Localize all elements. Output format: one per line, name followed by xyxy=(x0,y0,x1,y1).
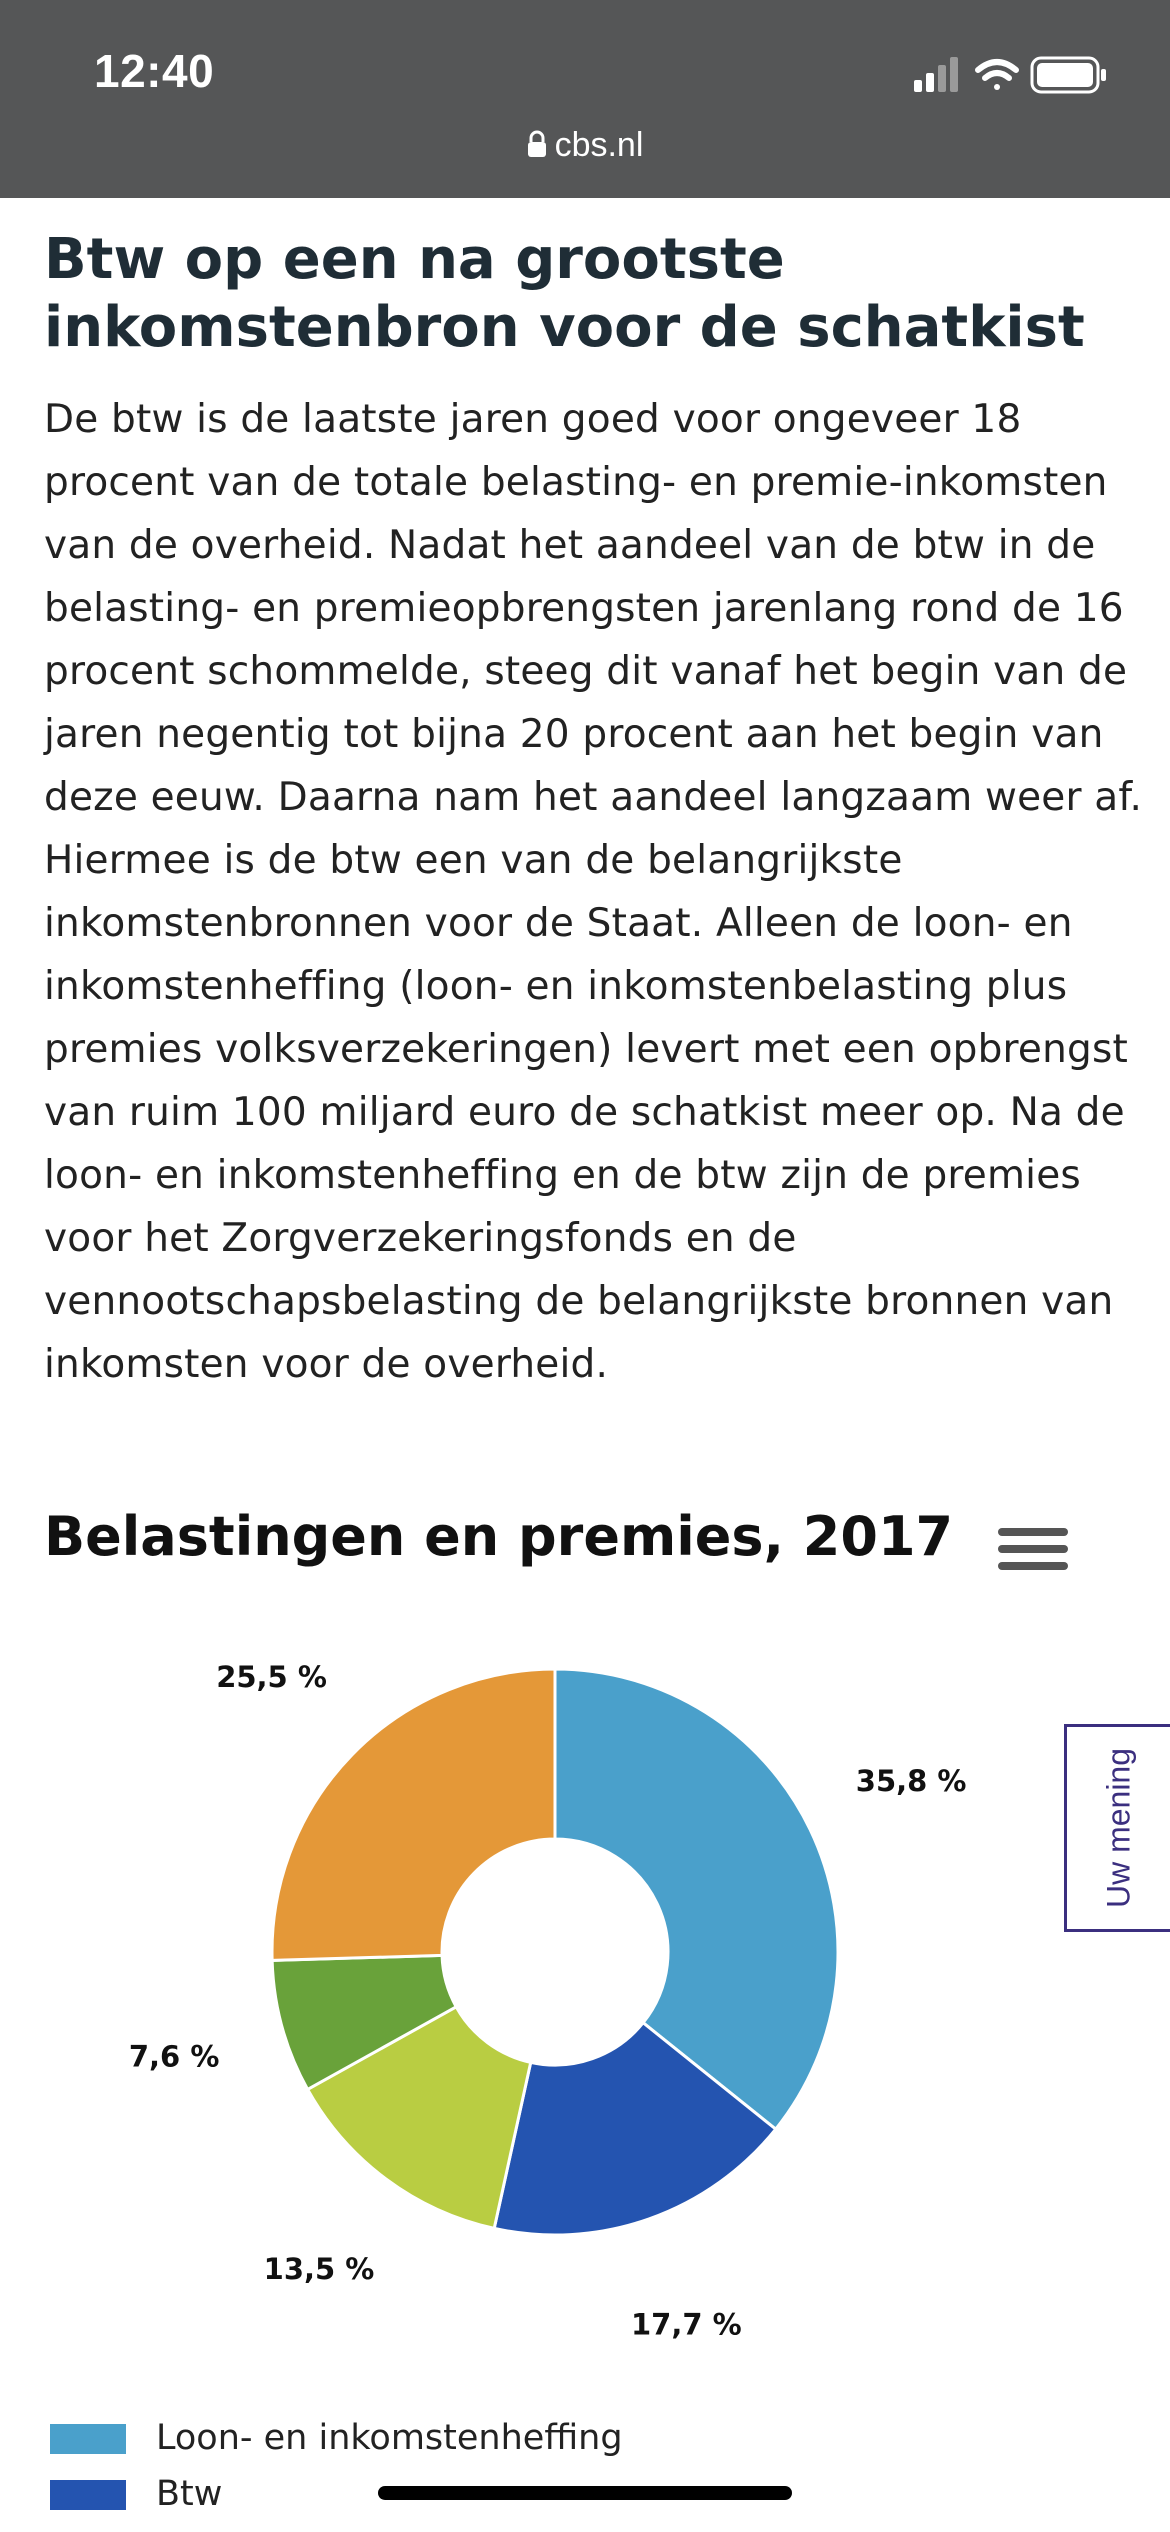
legend-swatch xyxy=(50,2480,126,2510)
slice-data-label-1: 35,8 % xyxy=(855,1764,967,1799)
pie-slice-5[interactable] xyxy=(272,1669,555,1960)
feedback-tab-label: Uw mening xyxy=(1100,1747,1136,1909)
wifi-icon xyxy=(978,62,1016,90)
url-bar[interactable] xyxy=(0,126,1170,165)
article-title: Btw op een na grootste inkomstenbron voor de schatkist xyxy=(44,227,1085,360)
chart-menu-icon[interactable] xyxy=(998,1528,1068,1578)
slice-data-label-4: 7,6 % xyxy=(128,2039,220,2074)
slice-data-label-3: 13,5 % xyxy=(263,2251,375,2286)
home-indicator xyxy=(378,2486,792,2500)
url-text: cbs.nl xyxy=(554,126,644,164)
article-body: De btw is de laatste jaren goed voor ongeveer 18 procent van de totale belasting- en premie-inkomsten van de overheid. Nadat het aandeel van de btw in de belasting- en premieopbrengsten jarenlang rond de 16 procent schommelde, steeg dit vanaf het begin van de jaren negentig tot bijna 20 procent aan het begin van deze eeuw. Daarna nam het aandeel langzaam weer af. Hiermee is de btw een van de belangrijkste inkomstenbronnen voor de Staat. Alleen de loon- en inkomstenheffing (loon- en inkomstenbelasting plus premies volksverzekeringen) levert met een opbrengst van ruim 100 miljard euro de schatkist meer op. Na de loon- en inkomstenheffing en de btw zijn de premies voor het Zorgverzekeringsfonds en de vennootschapsbelasting de belangrijkste bronnen van inkomsten voor de overheid. xyxy=(44,397,1143,1387)
chart-title: Belastingen en premies, 2017 xyxy=(44,1505,954,1568)
clock: 12:40 xyxy=(94,45,215,97)
legend-label: Btw xyxy=(156,2474,223,2514)
status-bar xyxy=(0,0,1170,198)
lock-icon xyxy=(527,130,547,158)
legend-label: Loon- en inkomstenheffing xyxy=(156,2418,623,2458)
status-icons xyxy=(914,50,1114,100)
slice-data-label-5: 25,5 % xyxy=(216,1659,327,1694)
battery-icon xyxy=(1032,58,1106,92)
legend-swatch xyxy=(50,2424,126,2454)
cellular-signal-icon xyxy=(914,57,958,92)
donut-chart xyxy=(0,1640,1170,2410)
slice-data-label-2: 17,7 % xyxy=(630,2307,742,2342)
